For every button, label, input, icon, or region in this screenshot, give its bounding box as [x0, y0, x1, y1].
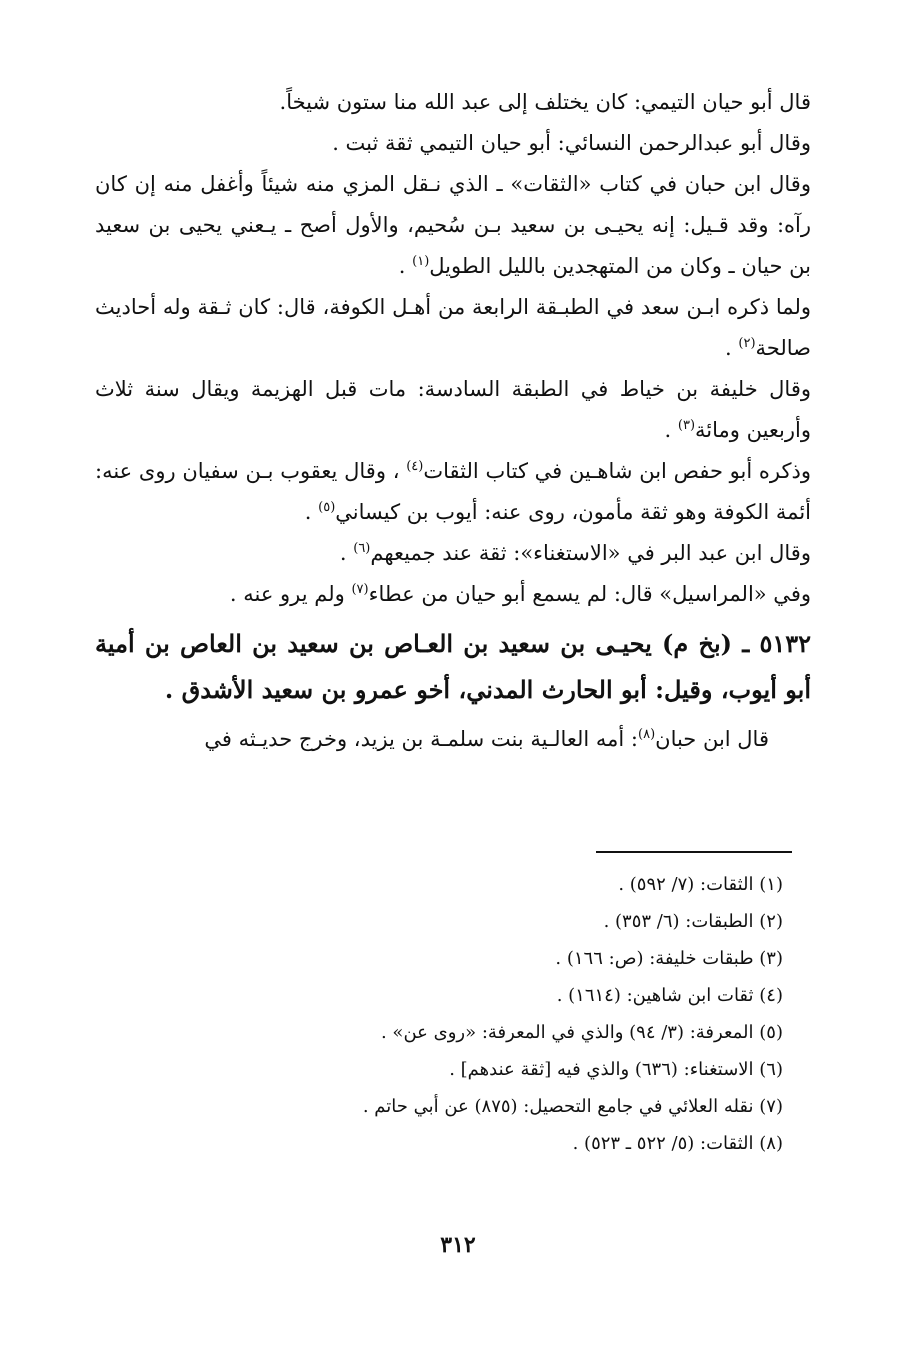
- footnote-ref[interactable]: (٢): [738, 336, 756, 351]
- entry-paragraph: قال ابن حبان$^{(٨)}$: أمه العالـية بنت سلمـة بن يزيد، وخرج حديـثه في: [204, 727, 769, 751]
- paragraph-6: وذكره أبو حفص ابن شاهـين في كتاب الثقات$^{(٤)}$ ، وقال يعقوب بـن سفيان روى عنه: أئمة الكوفة وهو ثقة مأمون، روى عنه: أيوب بن كيساني$^{(٥)}$ .: [95, 459, 812, 524]
- entry-heading: ٥١٣٢ ـ (بخ م) يحيـى بن سعيد بن العـاص بن سعيد بن العاص بن أمية أبو أيوب، وقيل: أبو الحارث المدني، أخو عمرو بن سعيد الأشدق .: [95, 629, 811, 704]
- footnote-5: (٥) المعرفة: (٣/ ٩٤) والذي في المعرفة: «روى عن» .: [380, 1022, 783, 1043]
- footnote-8: (٨) الثقات: (٥/ ٥٢٢ ـ ٥٢٣) .: [572, 1133, 783, 1154]
- main-text: [95, 82, 811, 760]
- paragraph-2: وقال أبو عبدالرحمن النسائي: أبو حيان التيمي ثقة ثبت .: [332, 131, 811, 155]
- paragraph-4: ولما ذكره ابـن سعد في الطبـقة الرابعة من أهـل الكوفة، قال: كان ثـقة وله أحاديث صالحة$^{(٢)}$ .: [95, 295, 811, 360]
- paragraph-8: وفي «المراسيل» قال: لم يسمع أبو حيان من عطاء$^{(٧)}$ ولم يرو عنه .: [229, 582, 811, 606]
- footnote-ref[interactable]: (٣): [677, 418, 696, 433]
- footnote-ref[interactable]: (٨): [638, 727, 656, 742]
- footnote-ref[interactable]: (٦): [353, 541, 371, 556]
- paragraph-7: وقال ابن عبد البر في «الاستغناء»: ثقة عند جميعهم$^{(٦)}$ .: [339, 541, 811, 565]
- footnote-ref[interactable]: (١): [412, 254, 430, 269]
- paragraph-5: وقال خليفة بن خياط في الطبقة السادسة: مات قبل الهزيمة ويقال سنة ثلاث وأربعين ومائة$^{(٣)}$ .: [95, 377, 811, 442]
- footnote-ref[interactable]: (٤): [406, 459, 424, 474]
- paragraph-3: وقال ابن حبان في كتاب «الثقات» ـ الذي نـقل المزي منه شيئاً وأغفل منه إن كان رآه: وقد قـيل: إنه يحيـى بن سعيد بـن سُحيم، والأول أصح ـ يـعني يحيى بن سعيد بن حيان ـ وكان من المتهجدين بالليل الطويل$^{(١)}$ .: [95, 172, 811, 278]
- paragraph-1: قال أبو حيان التيمي: كان يختلف إلى عبد الله منا ستون شيخاً.: [279, 90, 811, 114]
- footnote-2: (٢) الطبقات: (٦/ ٣٥٣) .: [603, 911, 783, 932]
- footnote-ref[interactable]: (٧): [351, 582, 369, 597]
- footnote-7: (٧) نقله العلائي في جامع التحصيل: (٨٧٥) عن أبي حاتم .: [362, 1096, 783, 1117]
- footnote-divider: [596, 851, 792, 853]
- footnote-1: (١) الثقات: (٧/ ٥٩٢) .: [618, 874, 783, 895]
- footnote-3: (٣) طبقات خليفة: (ص: ١٦٦) .: [555, 948, 783, 969]
- page-number: ٣١٢: [440, 1232, 476, 1258]
- footnote-ref[interactable]: (٥): [318, 500, 336, 515]
- footnote-6: (٦) الاستغناء: (٦٣٦) والذي فيه [ثقة عندهم] .: [449, 1059, 783, 1080]
- footnote-4: (٤) ثقات ابن شاهين: (١٦١٤) .: [556, 985, 783, 1006]
- footnotes: [95, 866, 783, 1162]
